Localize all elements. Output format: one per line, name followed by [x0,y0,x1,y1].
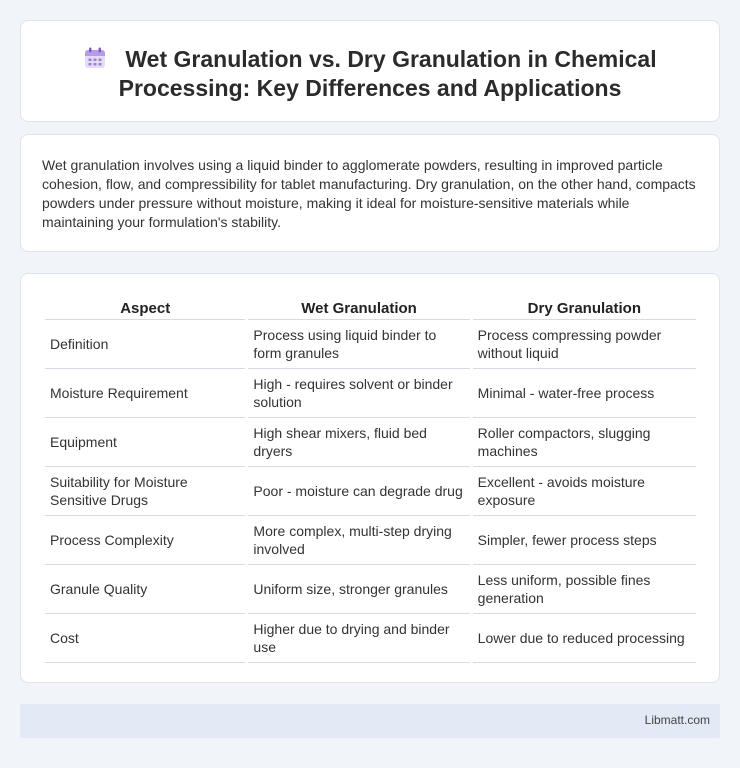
table-row [45,369,696,418]
table-cell: Roller compactors, slugging machines [473,418,696,467]
title-card [20,20,720,122]
table-cell: Minimal - water-free process [473,369,696,418]
comparison-table [42,294,699,663]
footer-brand-link[interactable]: Libmatt.com [644,713,710,727]
table-cell: Definition [45,320,245,369]
table-cell: More complex, multi-step drying involved [248,516,469,565]
table-row [45,467,696,516]
table-cell: High shear mixers, fluid bed dryers [248,418,469,467]
comparison-card [20,273,720,683]
footer-bar [20,704,720,738]
table-row [45,565,696,614]
table-cell: Excellent - avoids moisture exposure [473,467,696,516]
calendar-icon [83,46,107,70]
table-cell: Simpler, fewer process steps [473,516,696,565]
page-title-text: Wet Granulation vs. Dry Granulation in Chemical Processing: Key Differences and Applications [118,46,657,101]
table-cell: Lower due to reduced processing [473,614,696,663]
page-title [51,45,689,103]
table-cell: Uniform size, stronger granules [248,565,469,614]
table-cell: Granule Quality [45,565,245,614]
column-header-wet: Wet Granulation [248,294,469,320]
table-cell: Process using liquid binder to form granules [248,320,469,369]
table-cell: High - requires solvent or binder solution [248,369,469,418]
intro-paragraph: Wet granulation involves using a liquid binder to agglomerate powders, resulting in improved particle cohesion, flow, and compressibility for tablet manufacturing. Dry granulation, on the other hand, compacts powders under pressure without moisture, making it ideal for moisture-sensitive materials while maintaining your formulation's stability. [42,157,696,230]
table-row [45,614,696,663]
table-cell: Cost [45,614,245,663]
table-row [45,320,696,369]
table-row [45,516,696,565]
table-header-row [45,294,696,320]
table-cell: Less uniform, possible fines generation [473,565,696,614]
intro-card [20,134,720,252]
table-cell: Moisture Requirement [45,369,245,418]
table-cell: Poor - moisture can degrade drug [248,467,469,516]
column-header-aspect: Aspect [45,294,245,320]
table-row [45,418,696,467]
table-cell: Process compressing powder without liquid [473,320,696,369]
table-cell: Equipment [45,418,245,467]
table-cell: Process Complexity [45,516,245,565]
table-cell: Suitability for Moisture Sensitive Drugs [45,467,245,516]
table-cell: Higher due to drying and binder use [248,614,469,663]
column-header-dry: Dry Granulation [473,294,696,320]
